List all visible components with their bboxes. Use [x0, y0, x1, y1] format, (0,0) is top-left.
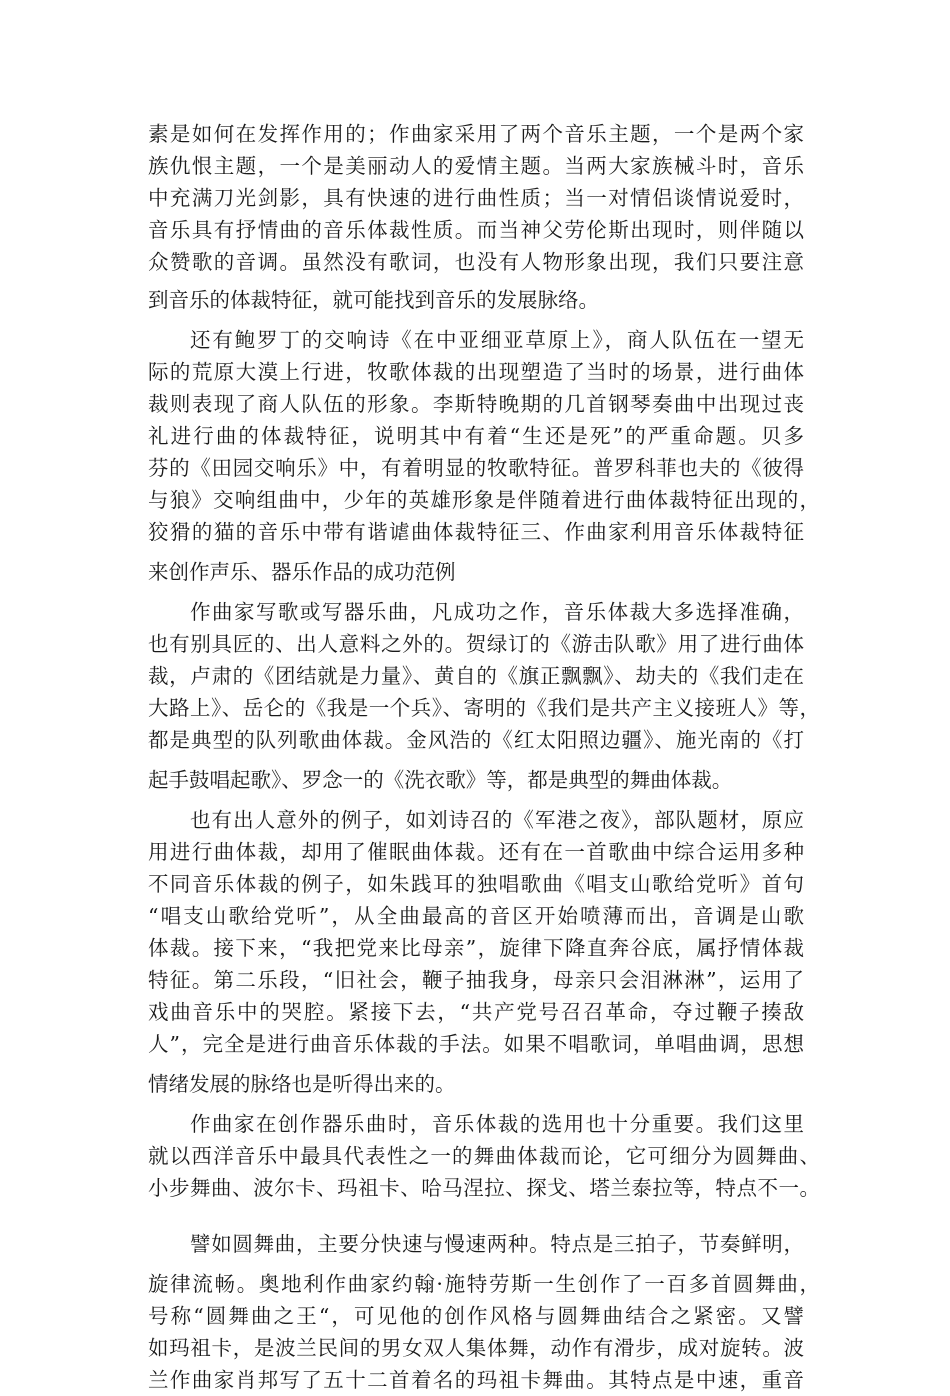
text-line [0, 1140, 950, 1172]
text-line-content: 音乐具有抒情曲的音乐体裁性质。而当神父劳伦斯出现时，则伴随以 [148, 218, 806, 242]
text-line [0, 214, 950, 246]
text-line-content: 不同音乐体裁的例子，如朱践耳的独唱歌曲《唱支山歌给党听》首句 [148, 872, 806, 896]
text-line-content: 族仇恨主题，一个是美丽动人的爱情主题。当两大家族械斗时，音乐 [148, 154, 806, 178]
text-line [0, 932, 950, 964]
text-line [0, 324, 950, 356]
text-line [0, 1300, 950, 1332]
text-line [0, 182, 950, 214]
text-line [0, 1028, 950, 1060]
text-line [0, 628, 950, 660]
text-line-content: 来创作声乐、器乐作品的成功范例 [148, 560, 456, 584]
text-line [0, 1332, 950, 1364]
text-line-content: 戏曲音乐中的哭腔。紧接下去，“共产党号召召革命，夺过鞭子揍敌 [148, 1000, 806, 1024]
text-line-content: 兰作曲家肖邦写了五十二首着名的玛祖卡舞曲。其特点是中速，重音 [148, 1368, 806, 1392]
text-line [0, 246, 950, 278]
text-line-content: 到音乐的体裁特征，就可能找到音乐的发展脉络。 [148, 288, 599, 312]
text-line [0, 804, 950, 836]
text-line [0, 284, 950, 316]
text-line-content: “唱支山歌给党听”，从全曲最高的音区开始喷薄而出，音调是山歌 [148, 904, 807, 928]
text-line-content: 际的荒原大漠上行进，牧歌体裁的出现塑造了当时的场景，进行曲体 [148, 360, 806, 384]
text-line-content: 裁则表现了商人队伍的形象。李斯特晚期的几首钢琴奏曲中出现过丧 [148, 392, 806, 416]
text-line [0, 764, 950, 796]
text-line-content: 人”，完全是进行曲音乐体裁的手法。如果不唱歌词，单唱曲调，思想 [148, 1032, 806, 1056]
text-line-content: 也有别具匠的、出人意料之外的。贺绿订的《游击队歌》用了进行曲体 [148, 632, 805, 656]
text-line-content: 如玛祖卡，是波兰民间的男女双人集体舞，动作有滑步，成对旋转。波 [148, 1336, 805, 1360]
text-line [0, 996, 950, 1028]
text-line-content: 礼进行曲的体裁特征，说明其中有着“生还是死”的严重命题。贝多 [148, 424, 807, 448]
text-line [0, 868, 950, 900]
text-line [0, 118, 950, 150]
text-line [0, 356, 950, 388]
text-line [0, 900, 950, 932]
text-line [0, 724, 950, 756]
text-line-content: 与狼》交响组曲中，少年的英雄形象是伴随着进行曲体裁特征出现的， [148, 488, 822, 512]
text-line [0, 452, 950, 484]
text-line [0, 1172, 950, 1204]
text-line [0, 1068, 950, 1100]
text-line-content: 作曲家在创作器乐曲时，音乐体裁的选用也十分重要。我们这里 [190, 1112, 806, 1136]
text-line [0, 1268, 950, 1300]
text-line-content: 用进行曲体裁，却用了催眠曲体裁。还有在一首歌曲中综合运用多种 [148, 840, 806, 864]
text-line [0, 1364, 950, 1396]
text-line [0, 484, 950, 516]
text-line-content: 旋律流畅。奥地利作曲家约翰·施特劳斯一生创作了一百多首圆舞曲， [148, 1272, 822, 1296]
text-line-content: 众赞歌的音调。虽然没有歌词，也没有人物形象出现，我们只要注意 [148, 250, 806, 274]
text-line [0, 420, 950, 452]
text-line-content: 狡猾的猫的音乐中带有谐谑曲体裁特征三、作曲家利用音乐体裁特征 [148, 520, 806, 544]
text-line [0, 1228, 950, 1260]
text-line [0, 1108, 950, 1140]
text-line [0, 692, 950, 724]
text-line-content: 譬如圆舞曲，主要分快速与慢速两种。特点是三拍子，节奏鲜明， [190, 1232, 805, 1256]
text-line-content: 都是典型的队列歌曲体裁。金风浩的《红太阳照边疆》、施光南的《打 [148, 728, 806, 752]
text-line-content: 特征。第二乐段，“旧社会，鞭子抽我身，母亲只会泪淋淋”，运用了 [148, 968, 806, 992]
text-line-content: 大路上》、岳仑的《我是一个兵》、寄明的《我们是共产主义接班人》等， [148, 696, 821, 720]
text-line [0, 556, 950, 588]
text-line-content: 小步舞曲、波尔卡、玛祖卡、哈马涅拉、探戈、塔兰泰拉等，特点不一。 [148, 1176, 821, 1200]
text-line-content: 芬的《田园交响乐》中，有着明显的牧歌特征。普罗科菲也夫的《彼得 [148, 456, 805, 480]
text-line [0, 836, 950, 868]
text-line-content: 裁，卢肃的《团结就是力量》、黄自的《旗正飘飘》、劫夫的《我们走在 [148, 664, 805, 688]
text-line-content: 也有出人意外的例子，如刘诗召的《军港之夜》，部队题材，原应 [190, 808, 806, 832]
text-line-content: 号称“圆舞曲之王“，可见他的创作风格与圆舞曲结合之紧密。又譬 [148, 1304, 807, 1328]
text-line [0, 964, 950, 996]
text-line-content: 还有鲍罗丁的交响诗《在中亚细亚草原上》，商人队伍在一望无 [190, 328, 806, 352]
text-line-content: 情绪发展的脉络也是听得出来的。 [148, 1072, 456, 1096]
text-line [0, 150, 950, 182]
text-line-content: 体裁。接下来，“我把党来比母亲”，旋律下降直奔谷底，属抒情体裁 [148, 936, 806, 960]
text-line [0, 516, 950, 548]
text-line [0, 388, 950, 420]
text-line-content: 就以西洋音乐中最具代表性之一的舞曲体裁而论，它可细分为圆舞曲、 [148, 1144, 822, 1168]
text-line [0, 596, 950, 628]
text-line-content: 作曲家写歌或写器乐曲，凡成功之作，音乐体裁大多选择准确， [190, 600, 806, 624]
text-line-content: 起手鼓唱起歌》、罗念一的《洗衣歌》等，都是典型的舞曲体裁。 [148, 768, 733, 792]
text-line-content: 中充满刀光剑影，具有快速的进行曲性质；当一对情侣谈情说爱时， [148, 186, 806, 210]
text-line [0, 660, 950, 692]
text-line-content: 素是如何在发挥作用的；作曲家采用了两个音乐主题，一个是两个家 [148, 122, 806, 146]
